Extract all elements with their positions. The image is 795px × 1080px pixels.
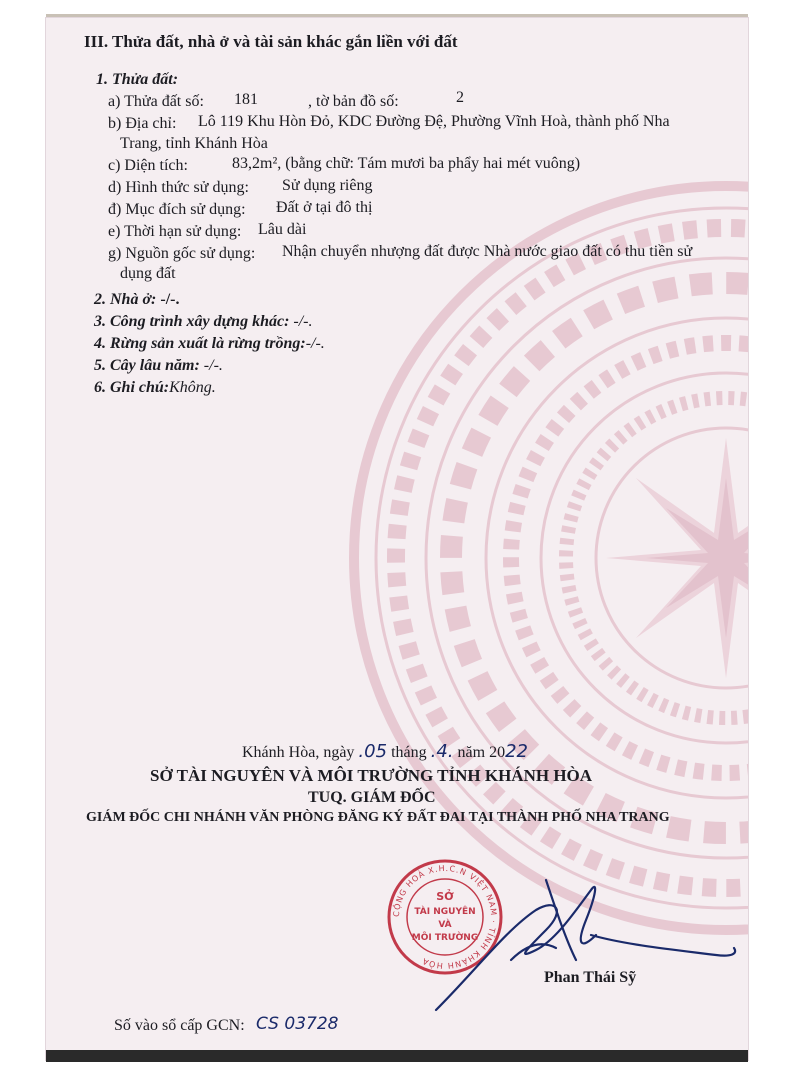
term-label: e) Thời hạn sử dụng: [108,223,242,240]
svg-text:TÀI NGUYÊN: TÀI NGUYÊN [414,907,476,917]
parcel-number: 181 [234,91,258,108]
signer-name: Phan Thái Sỹ [544,969,637,986]
land-parcel-title: 1. Thửa đất: [96,71,179,88]
item-other-construction: 3. Công trình xây dựng khác: -/-. [94,313,313,330]
svg-text:MÔI TRƯỜNG: MÔI TRƯỜNG [411,933,479,943]
item-perennial-trees: 5. Cây lâu năm: -/-. [94,357,223,374]
origin-label: g) Nguồn gốc sử dụng: [108,245,256,262]
signature [416,850,746,1020]
svg-text:VÀ: VÀ [438,920,452,930]
item-production-forest: 4. Rừng sản xuất là rừng trồng:-/-. [94,335,325,352]
page-bottom-edge [46,1050,748,1062]
on-behalf-of: TUQ. GIÁM ĐỐC [308,789,436,806]
certificate-number-label: Số vào sổ cấp GCN: [114,1017,245,1034]
address-line-1: Lô 119 Khu Hòn Đỏ, KDC Đường Đệ, Phường Vĩnh Hoà, thành phố Nha [198,113,670,130]
signer-title: GIÁM ĐỐC CHI NHÁNH VĂN PHÒNG ĐĂNG KÝ ĐẤT ĐAI TẠI THÀNH PHỐ NHA TRANG [86,810,670,825]
section-heading: III. Thửa đất, nhà ở và tài sản khác gắn liền với đất [84,32,458,51]
purpose-value: Đất ở tại đô thị [276,199,373,216]
item-house: 2. Nhà ở: -/-. [94,291,180,308]
issue-day: .05 [358,741,388,762]
issuing-authority: SỞ TÀI NGUYÊN VÀ MÔI TRƯỜNG TỈNH KHÁNH HÒA [150,766,593,785]
area-value: 83,2m², (bằng chữ: Tám mươi ba phẩy hai mét vuông) [232,155,581,172]
certificate-page [46,18,748,1060]
issue-date: Khánh Hòa, ngày .05 tháng .4. năm 2022 [242,741,528,762]
map-sheet-label: , tờ bản đồ số: [308,93,399,110]
map-sheet-number: 2 [456,89,464,106]
svg-text:SỞ: SỞ [436,890,454,903]
address-label: b) Địa chỉ: [108,115,177,132]
term-value: Lâu dài [258,221,307,238]
origin-line-2: dụng đất [120,265,176,282]
issue-month: .4. [430,741,454,762]
certificate-number: CS 03728 [256,1014,339,1034]
item-notes: 6. Ghi chú:Không. [94,379,216,396]
purpose-label: đ) Mục đích sử dụng: [108,201,246,218]
area-label: c) Diện tích: [108,157,188,174]
usage-form-label: d) Hình thức sử dụng: [108,179,249,196]
svg-text:CỘNG HOÀ X.H.C.N VIỆT NAM · TỈ: CỘNG HOÀ X.H.C.N VIỆT NAM · TỈNH KHÁNH HÒA [391,863,499,971]
usage-form-value: Sử dụng riêng [282,177,373,194]
parcel-number-label: a) Thửa đất số: [108,93,204,110]
origin-line-1: Nhận chuyển nhượng đất được Nhà nước giao đất có thu tiền sử [282,243,693,260]
issue-year-suffix: 22 [505,741,528,762]
address-line-2: Trang, tỉnh Khánh Hòa [120,135,268,152]
